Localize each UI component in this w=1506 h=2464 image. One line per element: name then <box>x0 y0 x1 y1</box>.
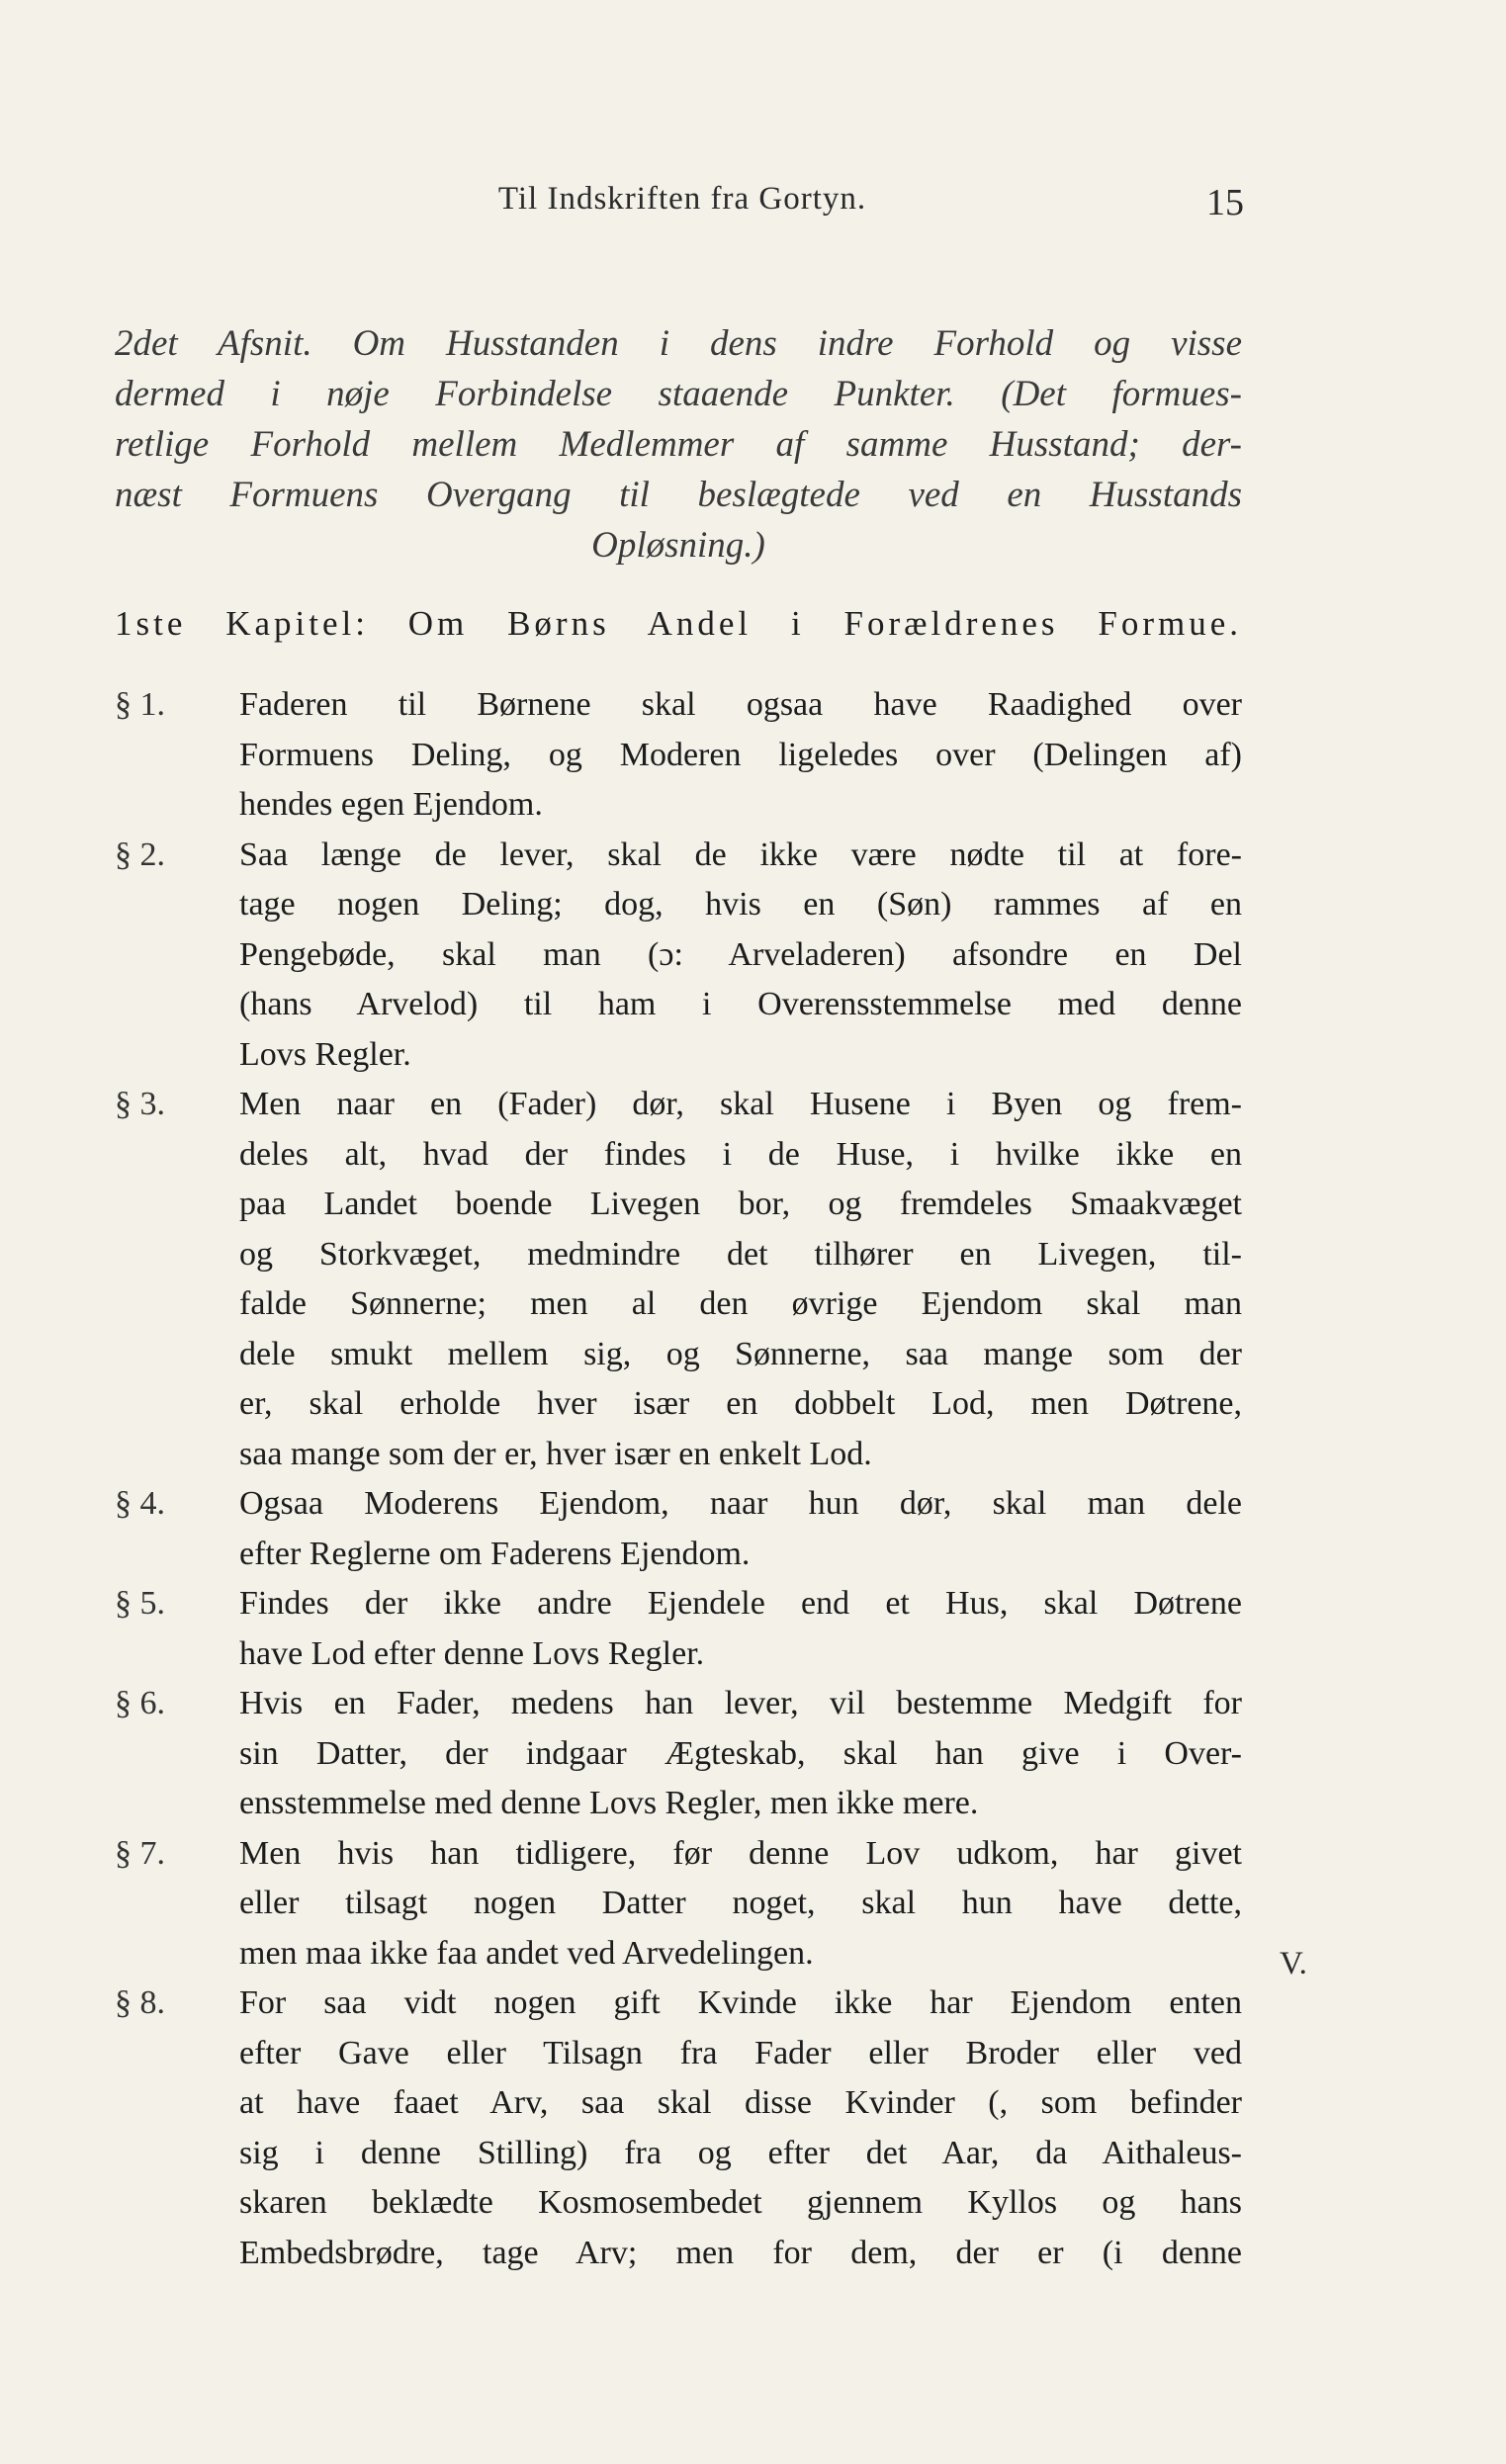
text-line: For saa vidt nogen gift Kvinde ikke har Ejendom enten <box>239 1984 1242 2021</box>
text-line: er, skal erholde hver især en dobbelt Lod, men Døtrene, <box>239 1385 1242 1422</box>
paragraph-text <box>239 1829 1242 1980</box>
paragraph-number: § 6. <box>115 1685 165 1721</box>
text-line: dele smukt mellem sig, og Sønnerne, saa mange som der <box>239 1335 1242 1372</box>
paragraph-number: § 1. <box>115 686 165 723</box>
text-line: Embedsbrødre, tage Arv; men for dem, der er (i denne <box>239 2234 1242 2271</box>
paragraph <box>115 680 1252 831</box>
margin-note: V. <box>1280 1946 1307 1981</box>
paragraph-number: § 5. <box>115 1585 165 1622</box>
section-title <box>115 318 1242 571</box>
text-line: sin Datter, der indgaar Ægteskab, skal han give i Over- <box>239 1734 1242 1772</box>
paragraph-number: § 7. <box>115 1834 165 1872</box>
paragraph <box>115 1979 1252 2278</box>
text-line: eller tilsagt nogen Datter noget, skal hun have dette, <box>239 1885 1242 1921</box>
text-line: have Lod efter denne Lovs Regler. <box>239 1634 705 1672</box>
paragraph <box>115 1679 1252 1829</box>
text-line: Formuens Deling, og Moderen ligeledes over (Delingen af) <box>239 736 1242 773</box>
paragraph <box>115 1479 1252 1579</box>
text-line: paa Landet boende Livegen bor, og fremdeles Smaakvæget <box>239 1186 1242 1222</box>
paragraph <box>115 1829 1252 1980</box>
section-title-line: 2det Afsnit. Om Husstanden i dens indre Forhold og visse <box>115 323 1242 364</box>
paragraph-list <box>115 680 1252 2278</box>
section-title-line: dermed i nøje Forbindelse staaende Punkter. (Det formues- <box>115 374 1242 414</box>
text-line: Men naar en (Fader) dør, skal Husene i Byen og frem- <box>239 1086 1242 1122</box>
text-line: (hans Arvelod) til ham i Overensstemmelse med denne <box>239 986 1242 1022</box>
paragraph-text <box>239 1979 1242 2278</box>
text-line: falde Sønnerne; men al den øvrige Ejendom skal man <box>239 1285 1242 1322</box>
section-title-line: retlige Forhold mellem Medlemmer af samme Husstand; der- <box>115 424 1242 465</box>
chapter-title: 1ste Kapitel: Om Børns Andel i Forældrenes Formue. <box>115 604 1242 643</box>
paragraph <box>115 1579 1252 1679</box>
text-line: Lovs Regler. <box>239 1035 411 1073</box>
text-line: men maa ikke faa andet ved Arvedelingen. <box>239 1934 814 1972</box>
running-head <box>0 181 1506 230</box>
paragraph-number: § 8. <box>115 1984 165 2021</box>
section-title-line: Opløsning.) <box>591 525 765 566</box>
text-line: sig i denne Stilling) fra og efter det Aar, da Aithaleus- <box>239 2134 1242 2171</box>
paragraph-number: § 3. <box>115 1086 165 1122</box>
text-line: deles alt, hvad der findes i de Huse, i hvilke ikke en <box>239 1135 1242 1173</box>
text-line: at have faaet Arv, saa skal disse Kvinder (, som befinder <box>239 2084 1242 2121</box>
paragraph-text <box>239 680 1242 831</box>
running-title: Til Indskriften fra Gortyn. <box>497 181 867 217</box>
paragraph-text <box>239 831 1242 1081</box>
text-line: tage nogen Deling; dog, hvis en (Søn) rammes af en <box>239 886 1242 923</box>
text-line: saa mange som der er, hver især en enkelt Lod. <box>239 1435 872 1472</box>
text-line: efter Gave eller Tilsagn fra Fader eller Broder eller ved <box>239 2034 1242 2071</box>
paragraph-text <box>239 1479 1242 1579</box>
paragraph <box>115 1080 1252 1479</box>
text-line: Findes der ikke andre Ejendele end et Hus, skal Døtrene <box>239 1585 1242 1622</box>
section-title-line: næst Formuens Overgang til beslægtede ved en Husstands <box>115 475 1242 515</box>
paragraph <box>115 831 1252 1081</box>
text-line: hendes egen Ejendom. <box>239 786 543 823</box>
paragraph-text <box>239 1679 1242 1829</box>
text-line: Faderen til Børnene skal ogsaa have Raadighed over <box>239 686 1242 723</box>
text-line: ensstemmelse med denne Lovs Regler, men ikke mere. <box>239 1785 979 1821</box>
text-line: Saa længe de lever, skal de ikke være nødte til at fore- <box>239 836 1242 873</box>
paragraph-text <box>239 1579 1242 1679</box>
page-number: 15 <box>1206 182 1244 223</box>
paragraph-text <box>239 1080 1242 1479</box>
text-line: skaren beklædte Kosmosembedet gjennem Kyllos og hans <box>239 2184 1242 2221</box>
paragraph-number: § 2. <box>115 836 165 873</box>
text-line: Hvis en Fader, medens han lever, vil bestemme Medgift for <box>239 1685 1242 1721</box>
text-line: Men hvis han tidligere, før denne Lov udkom, har givet <box>239 1834 1242 1872</box>
text-line: Pengebøde, skal man (ɔ: Arveladeren) afsondre en Del <box>239 935 1242 973</box>
text-line: efter Reglerne om Faderens Ejendom. <box>239 1535 751 1572</box>
text-line: Ogsaa Moderens Ejendom, naar hun dør, skal man dele <box>239 1485 1242 1522</box>
paragraph-number: § 4. <box>115 1485 165 1522</box>
text-line: og Storkvæget, medmindre det tilhører en Livegen, til- <box>239 1235 1242 1273</box>
